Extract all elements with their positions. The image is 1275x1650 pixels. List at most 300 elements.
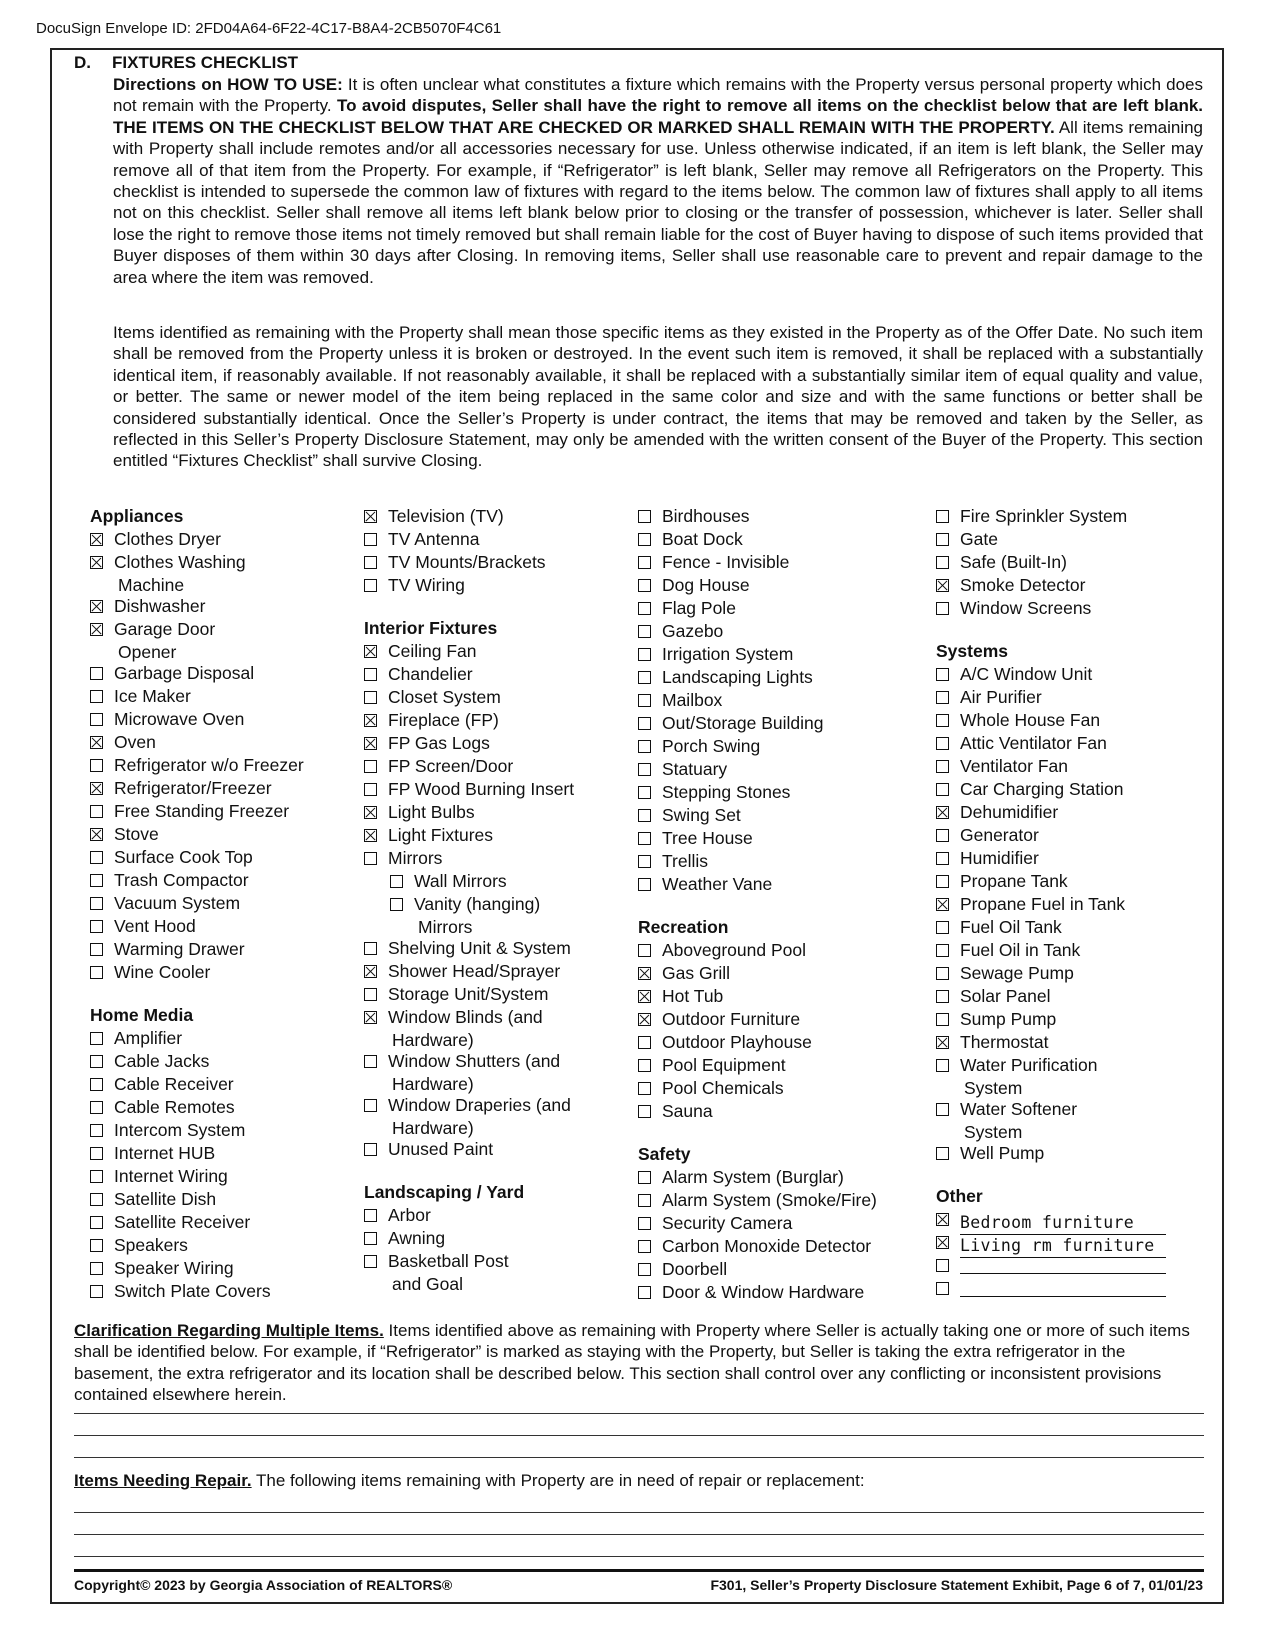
checked-checkbox[interactable] [638, 967, 651, 980]
unchecked-checkbox[interactable] [936, 510, 949, 523]
heading-interior-fixtures: Interior Fixtures [364, 618, 498, 638]
checked-checkbox[interactable] [90, 828, 103, 841]
unchecked-checkbox[interactable] [638, 832, 651, 845]
checklist-item-microwave-oven[interactable] [90, 708, 304, 731]
checklist-item-internet-wiring[interactable] [90, 1165, 304, 1188]
checklist-item-outdoor-furniture[interactable] [638, 1008, 877, 1031]
checklist-item-gazebo[interactable] [638, 620, 877, 643]
unchecked-checkbox[interactable] [638, 740, 651, 753]
unchecked-checkbox[interactable] [90, 1262, 103, 1275]
unchecked-checkbox[interactable] [90, 713, 103, 726]
checklist-item-tv-antenna[interactable] [364, 528, 574, 551]
checklist-item-label: Ice Maker [114, 686, 191, 706]
unchecked-checkbox[interactable] [638, 556, 651, 569]
unchecked-checkbox[interactable] [936, 1259, 949, 1272]
unchecked-checkbox[interactable] [364, 1143, 377, 1156]
checklist-item-storage-unit-system[interactable] [364, 983, 574, 1006]
checklist-item-oven[interactable] [90, 731, 304, 754]
checklist-item-other-blank[interactable] [936, 1254, 1166, 1277]
checklist-item-mirrors[interactable] [364, 847, 574, 870]
other-item-entry[interactable]: Living rm furniture [960, 1234, 1166, 1258]
checklist-item-landscaping-lights[interactable] [638, 666, 877, 689]
checklist-item-label: Intercom System [114, 1120, 246, 1140]
unchecked-checkbox[interactable] [638, 1263, 651, 1276]
checklist-item-alarm-system-burglar[interactable] [638, 1166, 877, 1189]
checklist-item-awning[interactable] [364, 1227, 574, 1250]
checked-checkbox[interactable] [936, 579, 949, 592]
checked-checkbox[interactable] [936, 898, 949, 911]
checklist-item-television-tv[interactable] [364, 505, 574, 528]
unchecked-checkbox[interactable] [364, 1055, 377, 1068]
unchecked-checkbox[interactable] [638, 648, 651, 661]
unchecked-checkbox[interactable] [936, 556, 949, 569]
checklist-item-stepping-stones[interactable] [638, 781, 877, 804]
checklist-item-label: Pool Equipment [662, 1055, 786, 1075]
unchecked-checkbox[interactable] [90, 1055, 103, 1068]
unchecked-checkbox[interactable] [638, 1082, 651, 1095]
repair-write-line[interactable] [74, 1556, 1204, 1557]
unchecked-checkbox[interactable] [638, 1286, 651, 1299]
checklist-item-alarm-system-smoke-fire[interactable] [638, 1189, 877, 1212]
checklist-item-cable-remotes[interactable] [90, 1096, 304, 1119]
checklist-item-label: Awning [388, 1228, 446, 1248]
clarification-paragraph [74, 1320, 1204, 1406]
unchecked-checkbox[interactable] [638, 533, 651, 546]
checklist-item-clothes-washing[interactable] [90, 551, 304, 595]
checklist-item-label: Vanity (hanging) [414, 894, 541, 914]
checklist-item-vacuum-system[interactable] [90, 892, 304, 915]
checklist-item-water-softener[interactable] [936, 1098, 1166, 1142]
heading-other: Other [936, 1186, 983, 1206]
checklist-spacer [638, 896, 877, 916]
checklist-item-label: TV Antenna [388, 529, 480, 549]
checklist-item-internet-hub[interactable] [90, 1142, 304, 1165]
checklist-item-ceiling-fan[interactable] [364, 640, 574, 663]
repair-text: The following items remaining with Property are in need of repair or replacement: [251, 1471, 865, 1490]
checked-checkbox[interactable] [364, 829, 377, 842]
checklist-item-flag-pole[interactable] [638, 597, 877, 620]
checked-checkbox[interactable] [364, 965, 377, 978]
checklist-item-smoke-detector[interactable] [936, 574, 1166, 597]
checklist-item-label: Dehumidifier [960, 802, 1059, 822]
checklist-item-window-shutters-and[interactable] [364, 1050, 574, 1094]
checklist-item-a-c-window-unit[interactable] [936, 663, 1166, 686]
unchecked-checkbox[interactable] [936, 1013, 949, 1026]
unchecked-checkbox[interactable] [936, 1059, 949, 1072]
unchecked-checkbox[interactable] [638, 878, 651, 891]
checklist-item-ventilator-fan[interactable] [936, 755, 1166, 778]
unchecked-checkbox[interactable] [638, 1036, 651, 1049]
unchecked-checkbox[interactable] [638, 786, 651, 799]
checklist-item-fence-invisible[interactable] [638, 551, 877, 574]
unchecked-checkbox[interactable] [364, 1255, 377, 1268]
checked-checkbox[interactable] [936, 1213, 949, 1226]
checklist-item-aboveground-pool[interactable] [638, 939, 877, 962]
checklist-item-label-continued: Hardware) [392, 1118, 474, 1138]
clarification-write-line[interactable] [74, 1435, 1204, 1436]
unchecked-checkbox[interactable] [638, 1194, 651, 1207]
unchecked-checkbox[interactable] [90, 897, 103, 910]
checklist-item-whole-house-fan[interactable] [936, 709, 1166, 732]
checklist-item-refrigerator-w-o-freezer[interactable] [90, 754, 304, 777]
checked-checkbox[interactable] [90, 600, 103, 613]
checklist-item-pool-chemicals[interactable] [638, 1077, 877, 1100]
checklist-item-label: Window Blinds (and [388, 1007, 543, 1027]
checklist-item-gate[interactable] [936, 528, 1166, 551]
checklist-item-boat-dock[interactable] [638, 528, 877, 551]
unchecked-checkbox[interactable] [638, 809, 651, 822]
checked-checkbox[interactable] [364, 510, 377, 523]
clarification-label: Clarification Regarding Multiple Items. [74, 1321, 384, 1340]
checklist-item-label: Ventilator Fan [960, 756, 1068, 776]
checklist-item-sewage-pump[interactable] [936, 962, 1166, 985]
checklist-item-fire-sprinkler-system[interactable] [936, 505, 1166, 528]
checklist-item-label: Humidifier [960, 848, 1039, 868]
unchecked-checkbox[interactable] [90, 966, 103, 979]
unchecked-checkbox[interactable] [936, 668, 949, 681]
checklist-item-well-pump[interactable] [936, 1142, 1166, 1165]
checklist-item-label: Fire Sprinkler System [960, 506, 1128, 526]
repair-label: Items Needing Repair. [74, 1471, 252, 1490]
unchecked-checkbox[interactable] [364, 579, 377, 592]
checklist-item-window-blinds-and[interactable] [364, 1006, 574, 1050]
checklist-item-air-purifier[interactable] [936, 686, 1166, 709]
checklist-item-wine-cooler[interactable] [90, 961, 304, 984]
checklist-spacer [364, 597, 574, 617]
checked-checkbox[interactable] [638, 990, 651, 1003]
directions-label: Directions on HOW TO USE: [113, 75, 343, 94]
checklist-item-label: Landscaping Lights [662, 667, 813, 687]
unchecked-checkbox[interactable] [364, 760, 377, 773]
checklist-item-shelving-unit-system[interactable] [364, 937, 574, 960]
unchecked-checkbox[interactable] [364, 852, 377, 865]
checklist-item-label: Switch Plate Covers [114, 1281, 271, 1301]
checklist-item-speaker-wiring[interactable] [90, 1257, 304, 1280]
checked-checkbox[interactable] [90, 736, 103, 749]
unchecked-checkbox[interactable] [638, 579, 651, 592]
checklist-item-basketball-post[interactable] [364, 1250, 574, 1294]
unchecked-checkbox[interactable] [638, 1171, 651, 1184]
other-item-entry[interactable]: Bedroom furniture [960, 1211, 1166, 1235]
unchecked-checkbox[interactable] [638, 602, 651, 615]
unchecked-checkbox[interactable] [936, 783, 949, 796]
checked-checkbox[interactable] [364, 806, 377, 819]
unchecked-checkbox[interactable] [936, 714, 949, 727]
unchecked-checkbox[interactable] [364, 533, 377, 546]
unchecked-checkbox[interactable] [90, 1239, 103, 1252]
checklist-item-label-continued: Mirrors [418, 917, 473, 937]
unchecked-checkbox[interactable] [364, 1099, 377, 1112]
unchecked-checkbox[interactable] [638, 717, 651, 730]
repair-write-line[interactable] [74, 1512, 1204, 1513]
checklist-item-birdhouses[interactable] [638, 505, 877, 528]
unchecked-checkbox[interactable] [390, 875, 403, 888]
unchecked-checkbox[interactable] [638, 1217, 651, 1230]
unchecked-checkbox[interactable] [936, 875, 949, 888]
checked-checkbox[interactable] [364, 714, 377, 727]
checklist-item-gas-grill[interactable] [638, 962, 877, 985]
other-item-entry[interactable] [960, 1278, 1166, 1297]
directions-text-1: It is often unclear what constitutes a fixture which remains with the Property versus personal property which does not remain with the Property. [113, 75, 1203, 116]
checklist-item-label-continued: and Goal [392, 1274, 464, 1294]
checklist-spacer [90, 984, 304, 1004]
checklist-item-label: Light Fixtures [388, 825, 494, 845]
checklist-item-sauna[interactable] [638, 1100, 877, 1123]
unchecked-checkbox[interactable] [90, 943, 103, 956]
checklist-item-safe-built-in[interactable] [936, 551, 1166, 574]
checklist-item-label: Shower Head/Sprayer [388, 961, 561, 981]
checklist-item-arbor[interactable] [364, 1204, 574, 1227]
unchecked-checkbox[interactable] [638, 671, 651, 684]
checklist-item-label: Window Shutters (and [388, 1051, 561, 1071]
unchecked-checkbox[interactable] [638, 763, 651, 776]
checklist-item-fp-screen-door[interactable] [364, 755, 574, 778]
unchecked-checkbox[interactable] [90, 1285, 103, 1298]
checklist-item-humidifier[interactable] [936, 847, 1166, 870]
checklist-item-speakers[interactable] [90, 1234, 304, 1257]
checked-checkbox[interactable] [936, 806, 949, 819]
checklist-item-carbon-monoxide-detector[interactable] [638, 1235, 877, 1258]
checklist-item-label: Ceiling Fan [388, 641, 477, 661]
unchecked-checkbox[interactable] [638, 694, 651, 707]
checklist-item-fp-gas-logs[interactable] [364, 732, 574, 755]
unchecked-checkbox[interactable] [90, 1147, 103, 1160]
repair-write-line[interactable] [74, 1534, 1204, 1535]
checklist-item-generator[interactable] [936, 824, 1166, 847]
checked-checkbox[interactable] [364, 645, 377, 658]
checklist-item-label: Smoke Detector [960, 575, 1086, 595]
checklist-item-window-screens[interactable] [936, 597, 1166, 620]
checklist-item-fireplace-fp[interactable] [364, 709, 574, 732]
checked-checkbox[interactable] [90, 782, 103, 795]
checklist-item-bedroom-furniture[interactable] [936, 1208, 1166, 1231]
unchecked-checkbox[interactable] [90, 920, 103, 933]
checklist-item-shower-head-sprayer[interactable] [364, 960, 574, 983]
unchecked-checkbox[interactable] [936, 1103, 949, 1116]
unchecked-checkbox[interactable] [936, 829, 949, 842]
unchecked-checkbox[interactable] [638, 855, 651, 868]
checklist-item-ice-maker[interactable] [90, 685, 304, 708]
unchecked-checkbox[interactable] [936, 533, 949, 546]
checklist-item-swing-set[interactable] [638, 804, 877, 827]
checklist-item-label: Alarm System (Burglar) [662, 1167, 844, 1187]
checklist-item-label: Air Purifier [960, 687, 1042, 707]
envelope-id: DocuSign Envelope ID: 2FD04A64-6F22-4C17-B8A4-2CB5070F4C61 [36, 20, 502, 37]
unchecked-checkbox[interactable] [638, 1059, 651, 1072]
unchecked-checkbox[interactable] [90, 1101, 103, 1114]
checked-checkbox[interactable] [936, 1236, 949, 1249]
checklist-item-light-fixtures[interactable] [364, 824, 574, 847]
checklist-item-hot-tub[interactable] [638, 985, 877, 1008]
checklist-item-label: Tree House [662, 828, 753, 848]
checklist-item-intercom-system[interactable] [90, 1119, 304, 1142]
checklist-item-label: Trash Compactor [114, 870, 249, 890]
checked-checkbox[interactable] [90, 623, 103, 636]
checklist-item-label: Sump Pump [960, 1009, 1057, 1029]
checklist-item-chandelier[interactable] [364, 663, 574, 686]
unchecked-checkbox[interactable] [364, 988, 377, 1001]
checklist-item-irrigation-system[interactable] [638, 643, 877, 666]
checklist-item-statuary[interactable] [638, 758, 877, 781]
checklist-item-label: Irrigation System [662, 644, 794, 664]
checked-checkbox[interactable] [364, 1011, 377, 1024]
unchecked-checkbox[interactable] [936, 921, 949, 934]
checklist-item-tv-wiring[interactable] [364, 574, 574, 597]
checklist-item-label: TV Mounts/Brackets [388, 552, 546, 572]
checklist-item-dishwasher[interactable] [90, 595, 304, 618]
unchecked-checkbox[interactable] [936, 967, 949, 980]
checklist-item-door-window-hardware[interactable] [638, 1281, 877, 1304]
unchecked-checkbox[interactable] [90, 1170, 103, 1183]
checklist-item-surface-cook-top[interactable] [90, 846, 304, 869]
unchecked-checkbox[interactable] [364, 783, 377, 796]
checklist-item-dehumidifier[interactable] [936, 801, 1166, 824]
unchecked-checkbox[interactable] [936, 944, 949, 957]
checklist-item-label: Hot Tub [662, 986, 724, 1006]
checklist-item-label: Statuary [662, 759, 728, 779]
checklist-item-label: Attic Ventilator Fan [960, 733, 1107, 753]
checklist-item-living-rm-furniture[interactable] [936, 1231, 1166, 1254]
unchecked-checkbox[interactable] [638, 1105, 651, 1118]
checklist-item-label: Gate [960, 529, 998, 549]
unchecked-checkbox[interactable] [936, 990, 949, 1003]
checked-checkbox[interactable] [936, 1036, 949, 1049]
unchecked-checkbox[interactable] [90, 1032, 103, 1045]
checklist-item-mailbox[interactable] [638, 689, 877, 712]
checklist-item-warming-drawer[interactable] [90, 938, 304, 961]
checklist-item-clothes-dryer[interactable] [90, 528, 304, 551]
checklist-item-propane-tank[interactable] [936, 870, 1166, 893]
unchecked-checkbox[interactable] [638, 510, 651, 523]
checklist-item-wall-mirrors[interactable] [390, 870, 574, 893]
directions-text-2: All items remaining with Property shall include remotes and/or all accessories necessary for use. Unless otherwise indicated, if an item is left blank, the Seller may remove all of that item from the Property. For example, if “Refrigerator” is left blank, Seller may remove all Refrigerators on the Property. This checklist is intended to supersede the common law of fixtures with regard to the items below. The common law of fixtures shall apply to all items not on this checklist. Seller shall remove all items left blank below prior to closing or the transfer of possession, whichever is later. Seller shall lose the right to remove those items not timely removed but shall remain liable for the cost of Buyer having to dispose of such items provided that Buyer disposes of them within 30 days after Closing. In removing items, Seller shall use reasonable care to prevent and repair damage to the area where the item was removed. [113, 117, 1204, 287]
checklist-item-dog-house[interactable] [638, 574, 877, 597]
checked-checkbox[interactable] [90, 533, 103, 546]
checklist-item-propane-fuel-in-tank[interactable] [936, 893, 1166, 916]
unchecked-checkbox[interactable] [364, 1209, 377, 1222]
checklist-item-label: Outdoor Furniture [662, 1009, 801, 1029]
checklist-item-amplifier[interactable] [90, 1027, 304, 1050]
checked-checkbox[interactable] [638, 1013, 651, 1026]
checklist-item-satellite-receiver[interactable] [90, 1211, 304, 1234]
unchecked-checkbox[interactable] [364, 1232, 377, 1245]
checklist-item-fp-wood-burning-insert[interactable] [364, 778, 574, 801]
unchecked-checkbox[interactable] [936, 1282, 949, 1295]
other-item-entry[interactable] [960, 1255, 1166, 1274]
unchecked-checkbox[interactable] [936, 691, 949, 704]
checklist-item-other-blank[interactable] [936, 1277, 1166, 1300]
checklist-item-outdoor-playhouse[interactable] [638, 1031, 877, 1054]
checklist-item-pool-equipment[interactable] [638, 1054, 877, 1077]
checklist-item-unused-paint[interactable] [364, 1138, 574, 1161]
unchecked-checkbox[interactable] [936, 1147, 949, 1160]
checked-checkbox[interactable] [364, 737, 377, 750]
checklist-item-label: Birdhouses [662, 506, 750, 526]
checklist-item-label: Doorbell [662, 1259, 728, 1279]
unchecked-checkbox[interactable] [90, 1193, 103, 1206]
checklist-item-switch-plate-covers[interactable] [90, 1280, 304, 1303]
unchecked-checkbox[interactable] [364, 668, 377, 681]
unchecked-checkbox[interactable] [90, 874, 103, 887]
checklist-item-stove[interactable] [90, 823, 304, 846]
checklist-item-window-draperies-and[interactable] [364, 1094, 574, 1138]
checklist-item-car-charging-station[interactable] [936, 778, 1166, 801]
checklist-item-garage-door[interactable] [90, 618, 304, 662]
checklist-item-fuel-oil-tank[interactable] [936, 916, 1166, 939]
checklist-item-tv-mounts-brackets[interactable] [364, 551, 574, 574]
checklist-item-cable-jacks[interactable] [90, 1050, 304, 1073]
checklist-item-cable-receiver[interactable] [90, 1073, 304, 1096]
unchecked-checkbox[interactable] [90, 759, 103, 772]
clarification-write-line[interactable] [74, 1413, 1204, 1414]
checklist-item-trellis[interactable] [638, 850, 877, 873]
unchecked-checkbox[interactable] [638, 1240, 651, 1253]
checklist-item-thermostat[interactable] [936, 1031, 1166, 1054]
unchecked-checkbox[interactable] [90, 1078, 103, 1091]
checklist-item-label-continued: System [964, 1078, 1023, 1098]
unchecked-checkbox[interactable] [390, 898, 403, 911]
unchecked-checkbox[interactable] [90, 667, 103, 680]
unchecked-checkbox[interactable] [936, 737, 949, 750]
checklist-item-sump-pump[interactable] [936, 1008, 1166, 1031]
unchecked-checkbox[interactable] [90, 1216, 103, 1229]
unchecked-checkbox[interactable] [638, 625, 651, 638]
checklist-item-out-storage-building[interactable] [638, 712, 877, 735]
checklist-item-refrigerator-freezer[interactable] [90, 777, 304, 800]
unchecked-checkbox[interactable] [90, 851, 103, 864]
checklist-item-closet-system[interactable] [364, 686, 574, 709]
checklist-item-label: Water Softener [960, 1099, 1078, 1119]
checklist-item-garbage-disposal[interactable] [90, 662, 304, 685]
unchecked-checkbox[interactable] [90, 805, 103, 818]
unchecked-checkbox[interactable] [638, 944, 651, 957]
checklist-item-porch-swing[interactable] [638, 735, 877, 758]
unchecked-checkbox[interactable] [936, 852, 949, 865]
checklist-item-satellite-dish[interactable] [90, 1188, 304, 1211]
checklist-item-label: Dishwasher [114, 596, 206, 616]
checklist-item-water-purification[interactable] [936, 1054, 1166, 1098]
unchecked-checkbox[interactable] [90, 1124, 103, 1137]
checklist-item-label: Window Draperies (and [388, 1095, 571, 1115]
clarification-write-line[interactable] [74, 1457, 1204, 1458]
unchecked-checkbox[interactable] [364, 942, 377, 955]
checklist-item-tree-house[interactable] [638, 827, 877, 850]
checklist-item-light-bulbs[interactable] [364, 801, 574, 824]
unchecked-checkbox[interactable] [90, 690, 103, 703]
unchecked-checkbox[interactable] [364, 556, 377, 569]
checklist-item-vent-hood[interactable] [90, 915, 304, 938]
checklist-item-attic-ventilator-fan[interactable] [936, 732, 1166, 755]
checklist-item-label: Out/Storage Building [662, 713, 824, 733]
checklist-item-label: Basketball Post [388, 1251, 509, 1271]
checklist-item-label: Weather Vane [662, 874, 773, 894]
checklist-item-free-standing-freezer[interactable] [90, 800, 304, 823]
checked-checkbox[interactable] [90, 556, 103, 569]
unchecked-checkbox[interactable] [936, 760, 949, 773]
checklist-item-doorbell[interactable] [638, 1258, 877, 1281]
unchecked-checkbox[interactable] [936, 602, 949, 615]
checklist-item-weather-vane[interactable] [638, 873, 877, 896]
checklist-item-solar-panel[interactable] [936, 985, 1166, 1008]
checklist-item-trash-compactor[interactable] [90, 869, 304, 892]
checklist-item-security-camera[interactable] [638, 1212, 877, 1235]
checklist-item-label: Shelving Unit & System [388, 938, 571, 958]
unchecked-checkbox[interactable] [364, 691, 377, 704]
section-title [74, 53, 298, 73]
checklist-item-vanity-hanging[interactable] [390, 893, 574, 937]
checklist-item-label: Clothes Washing [114, 552, 246, 572]
checklist-item-fuel-oil-in-tank[interactable] [936, 939, 1166, 962]
